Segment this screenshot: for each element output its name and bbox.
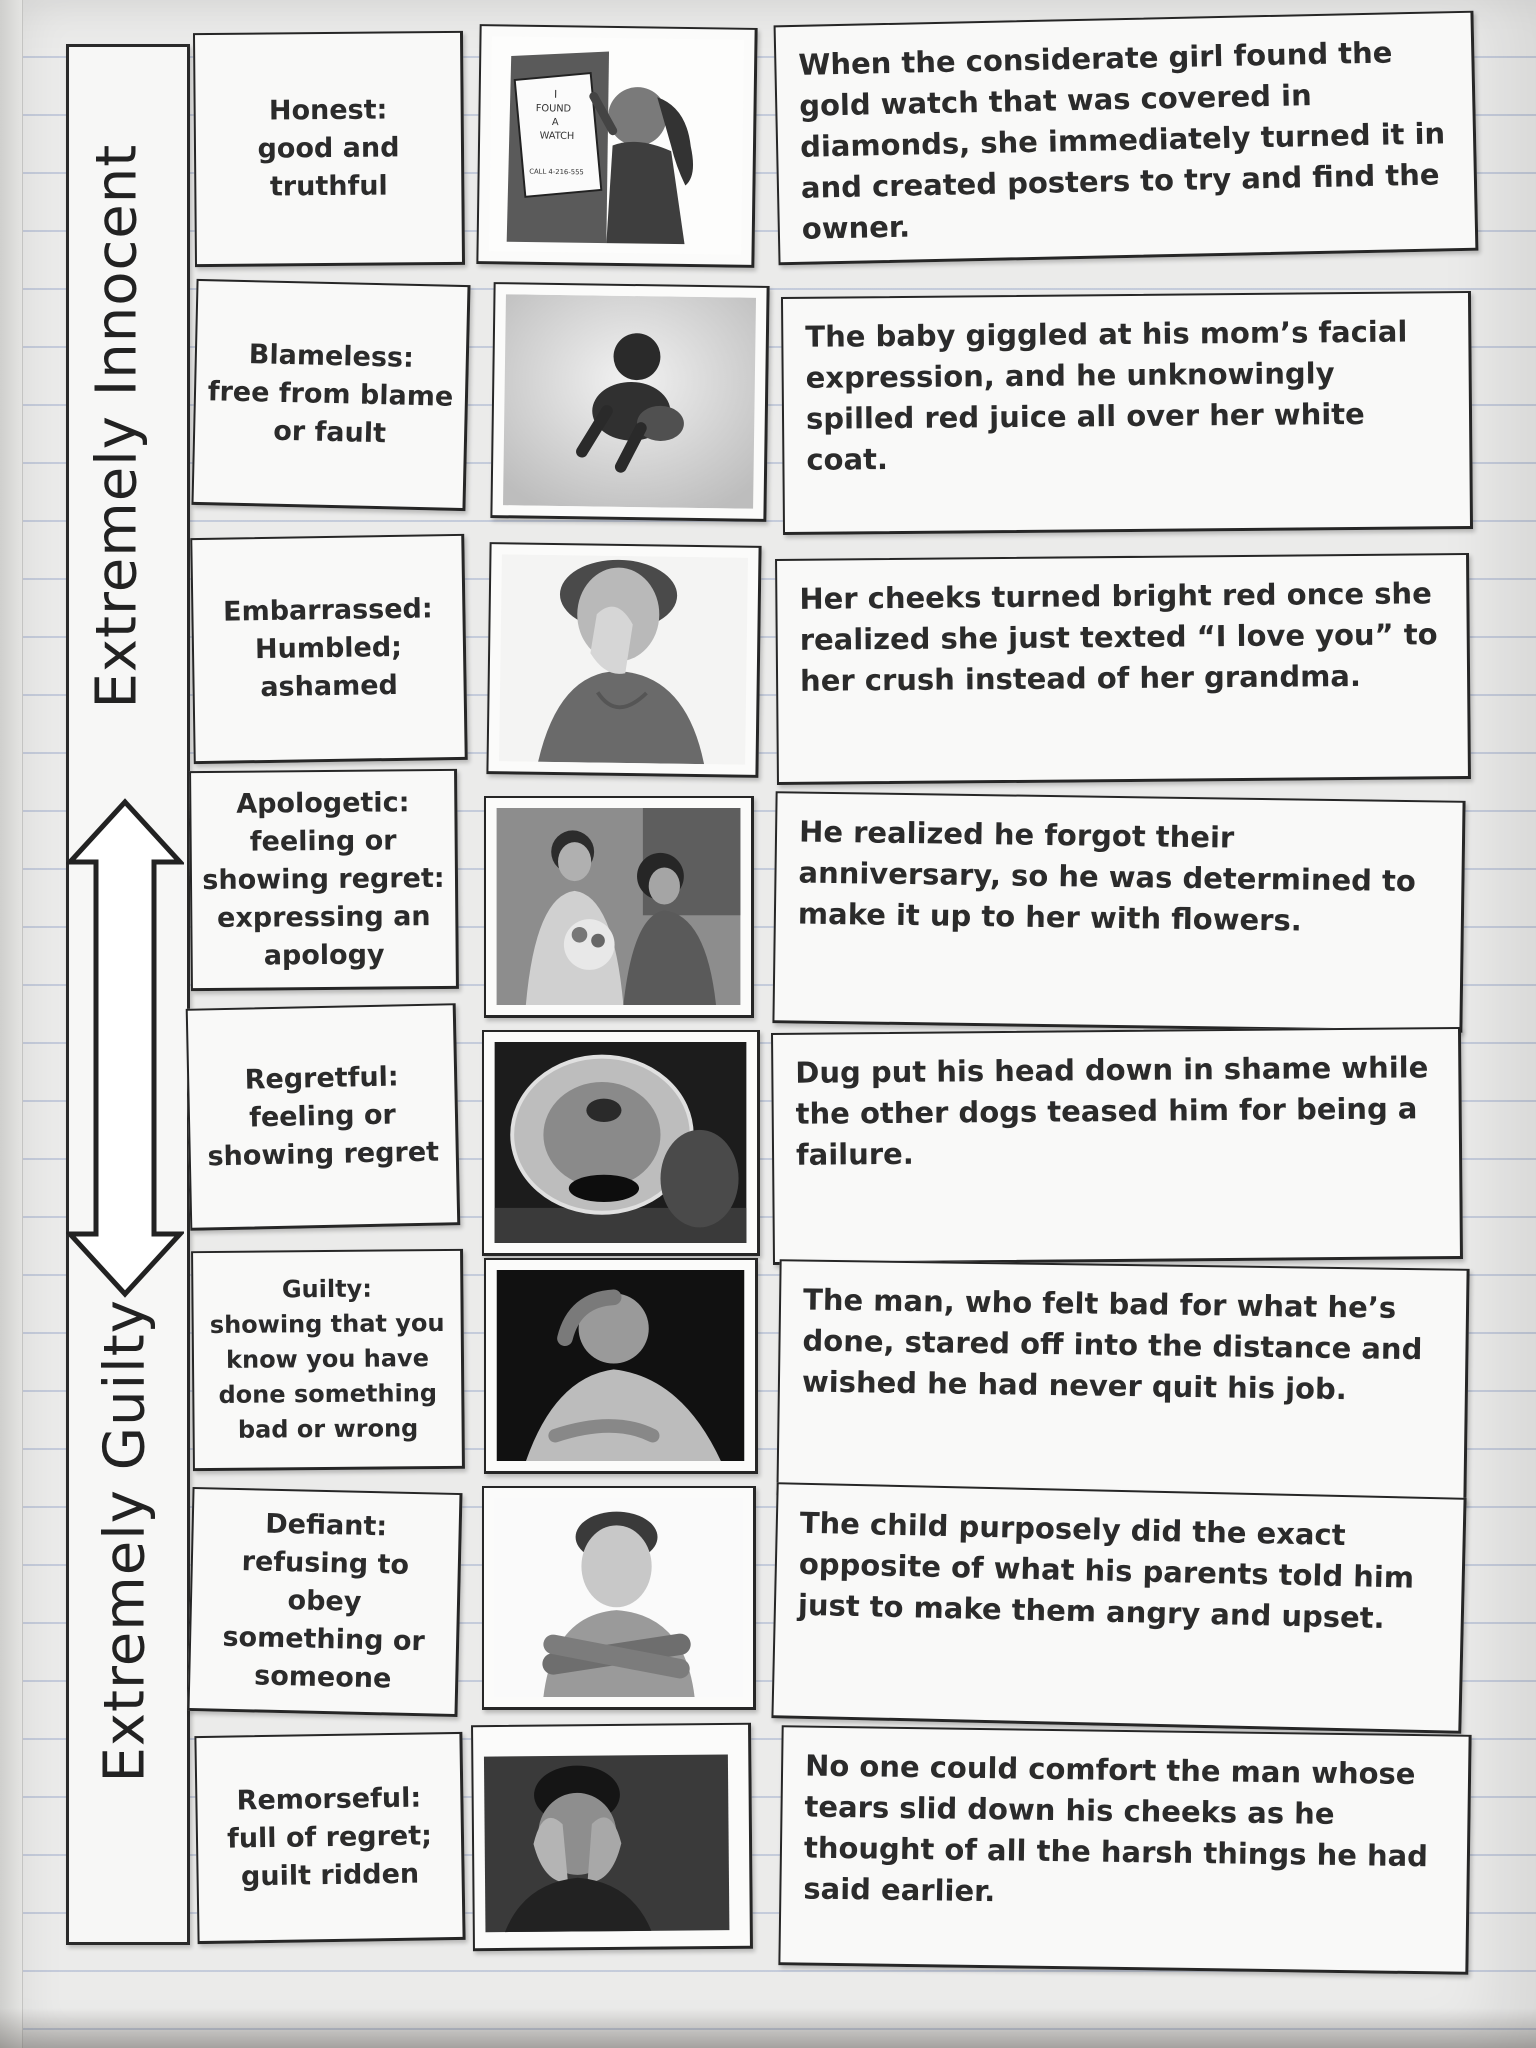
sentence-card-blameless: The baby giggled at his mom’s facial expression, and he unknowingly spilled red juice all over her white coat.	[781, 291, 1473, 535]
word-card-remorseful	[194, 1732, 465, 1944]
sentence-card-apologetic: He realized he forgot their anniversary, so he was determined to make it up to her with flowers.	[772, 791, 1465, 1033]
photo-card-blameless	[490, 282, 769, 522]
poster-text: WATCH	[539, 130, 575, 143]
page-shadow	[0, 2008, 1536, 2048]
definition-line: showing regret:	[202, 862, 445, 896]
definition-line: know you have	[225, 1344, 430, 1374]
vocab-word: Defiant:	[264, 1508, 388, 1542]
definition-line: expressing an	[216, 900, 431, 934]
definition-line: feeling or	[249, 824, 397, 858]
sentence-card-honest: When the considerate girl found the gold watch that was covered in diamonds, she immediately turned it in and created posters to try and find the owner.	[774, 11, 1479, 266]
definition-line: something or	[222, 1621, 426, 1657]
scale-label-guilty: Extremely Guilty	[92, 1299, 158, 1783]
poster-text: FOUND	[535, 103, 572, 115]
definition-line: ashamed	[260, 669, 399, 703]
scale-label-innocent: Extremely Innocent	[84, 143, 150, 709]
definition-line: good and	[257, 131, 400, 165]
photo-card-defiant	[482, 1486, 756, 1710]
crying-man-photo	[483, 1735, 740, 1938]
photo-card-guilty	[484, 1258, 758, 1474]
definition-line: feeling or	[248, 1098, 397, 1134]
definition-line: refusing to obey	[241, 1545, 410, 1618]
man-with-flowers-photo	[496, 808, 741, 1005]
definition-line: Humbled;	[254, 631, 403, 665]
photo-card-regretful	[482, 1030, 760, 1256]
definition-line: someone	[253, 1659, 392, 1695]
poster-text: CALL 4-216-555	[529, 167, 584, 177]
sentence-card-guilty: The man, who felt bad for what he’s done, stared off into the distance and wished he had never quit his job.	[776, 1259, 1469, 1505]
double-arrow-icon	[66, 798, 184, 1298]
word-card-regretful	[186, 1003, 461, 1231]
vocab-word: Apologetic:	[236, 786, 410, 820]
sentence-card-defiant: The child purposely did the exact opposite of what his parents told him just to make them angry and upset.	[771, 1482, 1466, 1734]
definition-line: truthful	[269, 169, 388, 203]
definition-line: showing regret	[207, 1136, 440, 1172]
vocab-word: Blameless:	[248, 338, 415, 374]
photo-card-honest	[476, 24, 757, 268]
word-card-blameless	[191, 279, 470, 511]
photo-card-embarrassed	[486, 542, 761, 778]
word-card-embarrassed	[190, 534, 468, 764]
vocab-word: Guilty:	[281, 1274, 372, 1304]
poster-text: A	[551, 117, 559, 129]
girl-hanging-poster-drawing	[489, 36, 745, 255]
definition-line: bad or wrong	[237, 1414, 419, 1444]
sentence-card-regretful: Dug put his head down in shame while the other dogs teased him for being a failure.	[771, 1027, 1463, 1265]
notebook-binding-edge	[0, 0, 23, 2048]
vocab-word: Honest:	[268, 93, 388, 127]
vocab-word: Embarrassed:	[222, 592, 433, 628]
sentence-card-remorseful: No one could comfort the man whose tears slid down his cheeks as he thought of all the harsh things he had said earlier.	[778, 1725, 1471, 1975]
dog-with-cone-still	[494, 1042, 747, 1243]
definition-line: done something	[218, 1379, 438, 1409]
word-card-guilty	[191, 1249, 465, 1471]
definition-line: apology	[263, 938, 385, 972]
photo-card-remorseful	[471, 1723, 753, 1951]
photo-card-apologetic	[484, 796, 754, 1018]
embarrassed-woman-photo	[499, 554, 749, 764]
crawling-baby-photo	[503, 294, 757, 508]
worried-man-photo	[496, 1270, 745, 1461]
vocab-word: Regretful:	[244, 1060, 399, 1096]
poster-text: I	[553, 87, 558, 101]
vocab-word: Remorseful:	[236, 1782, 422, 1816]
definition-line: free from blame	[207, 375, 454, 413]
definition-line: or fault	[272, 415, 387, 449]
word-card-honest	[193, 31, 465, 267]
definition-line: showing that you	[209, 1308, 445, 1340]
defiant-boy-photo	[494, 1498, 743, 1697]
word-card-defiant	[187, 1487, 462, 1717]
definition-line: guilt ridden	[240, 1858, 420, 1892]
word-card-apologetic	[189, 769, 459, 991]
sentence-card-embarrassed: Her cheeks turned bright red once she realized she just texted “I love you” to her crush instead of her grandma.	[775, 553, 1471, 785]
definition-line: full of regret;	[226, 1819, 433, 1855]
